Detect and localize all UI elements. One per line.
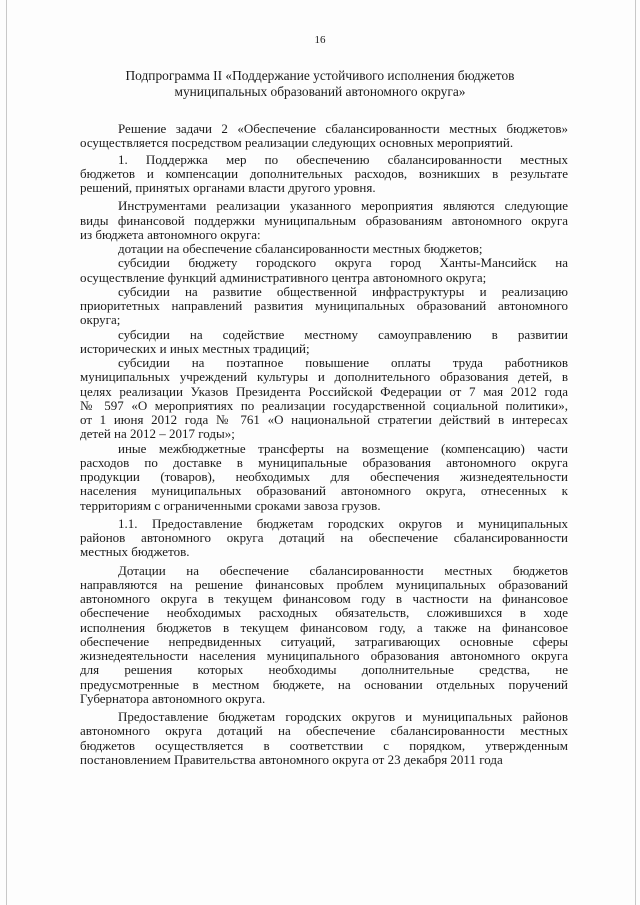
paragraph-line: округа; [80, 313, 121, 328]
paragraph [80, 328, 568, 357]
scan-edge-left [6, 0, 7, 905]
paragraph-line: Решение задачи 2 «Обеспечение сбалансированности местных бюджетов» [118, 122, 568, 136]
paragraph-line: Предоставление бюджетам городских округов и муниципальных районов [118, 710, 568, 724]
paragraph-line: иные межбюджетные трансферты на возмещение (компенсацию) части [118, 441, 568, 456]
paragraph-line: субсидии на содействие местному самоуправлению в развитии [118, 327, 568, 342]
paragraph-line: территориям с ограниченными сроками завоза грузов. [80, 498, 381, 513]
page-number: 16 [314, 34, 326, 46]
paragraph-line: детей на 2012 – 2017 годы»; [80, 427, 235, 442]
paragraph-line: для решения которых необходимы дополнительные средства, не [80, 663, 568, 678]
paragraph-line: местных бюджетов. [80, 545, 190, 560]
subprogram-heading [80, 68, 560, 100]
paragraph-line: целях реализации Указов Президента Российской Федерации от 7 мая 2012 года [80, 384, 568, 399]
paragraph-line: постановлением Правительства автономного округа от 23 декабря 2011 года [80, 752, 503, 767]
paragraph-line: решений, принятых органами власти другого уровня. [80, 181, 376, 195]
paragraph [80, 256, 568, 285]
paragraph-line: расходов по доставке в муниципальные образования автономного округа [80, 455, 568, 470]
paragraph-line: направляются на решение финансовых проблем муниципальных образований [80, 577, 568, 592]
paragraph [80, 199, 568, 242]
paragraph [80, 242, 568, 256]
paragraph-line: осуществление функций административного центра автономного округа; [80, 270, 487, 285]
paragraph [80, 153, 568, 196]
paragraph [80, 285, 568, 328]
paragraph-line: от 1 июня 2012 года № 761 «О национальной стратегии действий в интересах [80, 413, 568, 427]
paragraph-line: виды финансовой поддержки муниципальным образованиям автономного округа [80, 213, 568, 228]
paragraph-line: Дотации на обеспечение сбалансированности местных бюджетов [118, 563, 568, 578]
paragraph-line: исторических и иных местных традиций; [80, 341, 310, 356]
document-body [80, 122, 568, 767]
paragraph [80, 122, 568, 151]
paragraph-line: автономного округа дотаций на обеспечение сбалансированности местных [80, 724, 568, 739]
paragraph [80, 442, 568, 513]
paragraph-line: из бюджета автономного округа: [80, 227, 261, 242]
paragraph-line: районов автономного округа дотаций на обеспечение сбалансированности [80, 531, 568, 545]
paragraph-line: субсидии на развитие общественной инфраструктуры и реализацию [118, 284, 568, 299]
paragraph-line: автономного округа в текущем финансовом году в частности на финансовое [80, 592, 568, 606]
paragraph-line: обеспечение необходимых расходных обязательств, сложившихся в ходе [80, 606, 568, 621]
paragraph-line: 1.1. Предоставление бюджетам городских округов и муниципальных [118, 516, 568, 531]
paragraph-line: обеспечение непредвиденных ситуаций, затрагивающих основные сферы [80, 634, 568, 649]
heading-line: муниципальных образований автономного округа» [174, 84, 466, 99]
paragraph [80, 517, 568, 560]
paragraph-line: продукции (товаров), необходимых для обеспечения жизнедеятельности [80, 470, 568, 484]
paragraph-line: субсидии на поэтапное повышение оплаты труда работников [118, 356, 568, 370]
paragraph-line: Губернатора автономного округа. [80, 691, 266, 706]
paragraph-line: дотации на обеспечение сбалансированности местных бюджетов; [118, 242, 483, 256]
scan-edge-right [635, 0, 636, 905]
paragraph-line: субсидии бюджету городского округа город Ханты-Мансийск на [118, 256, 568, 271]
heading-line: Подпрограмма II «Поддержание устойчивого исполнения бюджетов [125, 68, 515, 83]
paragraph-line: 1. Поддержка мер по обеспечению сбалансированности местных [118, 152, 568, 167]
paragraph [80, 564, 568, 707]
paragraph-line: исполнения бюджетов в текущем финансовом году, а также на финансовое [80, 620, 568, 635]
paragraph-line: осуществляется посредством реализации следующих основных мероприятий. [80, 136, 514, 151]
paragraph [80, 710, 568, 767]
paragraph-line: предусмотренные в местном бюджете, на основании отдельных поручений [80, 677, 568, 692]
paragraph-line: № 597 «О мероприятиях по реализации государственной социальной политики», [80, 398, 568, 413]
paragraph-line: жизнедеятельности населения муниципального образования автономного округа [80, 649, 568, 663]
paragraph-line: приоритетных направлений развития муниципальных образований автономного [80, 299, 568, 313]
paragraph-line: бюджетов и компенсации дополнительных расходов, возникших в результате [80, 166, 568, 181]
paragraph-line: муниципальных учреждений культуры и дополнительного образования детей, в [80, 370, 568, 385]
paragraph-line: Инструментами реализации указанного мероприятия являются следующие [118, 199, 568, 214]
paragraph [80, 356, 568, 442]
paragraph-line: бюджетов осуществляется в соответствии с порядком, утвержденным [80, 738, 568, 753]
paragraph-line: населения муниципальных образований автономного округа, отнесенных к [80, 484, 568, 499]
